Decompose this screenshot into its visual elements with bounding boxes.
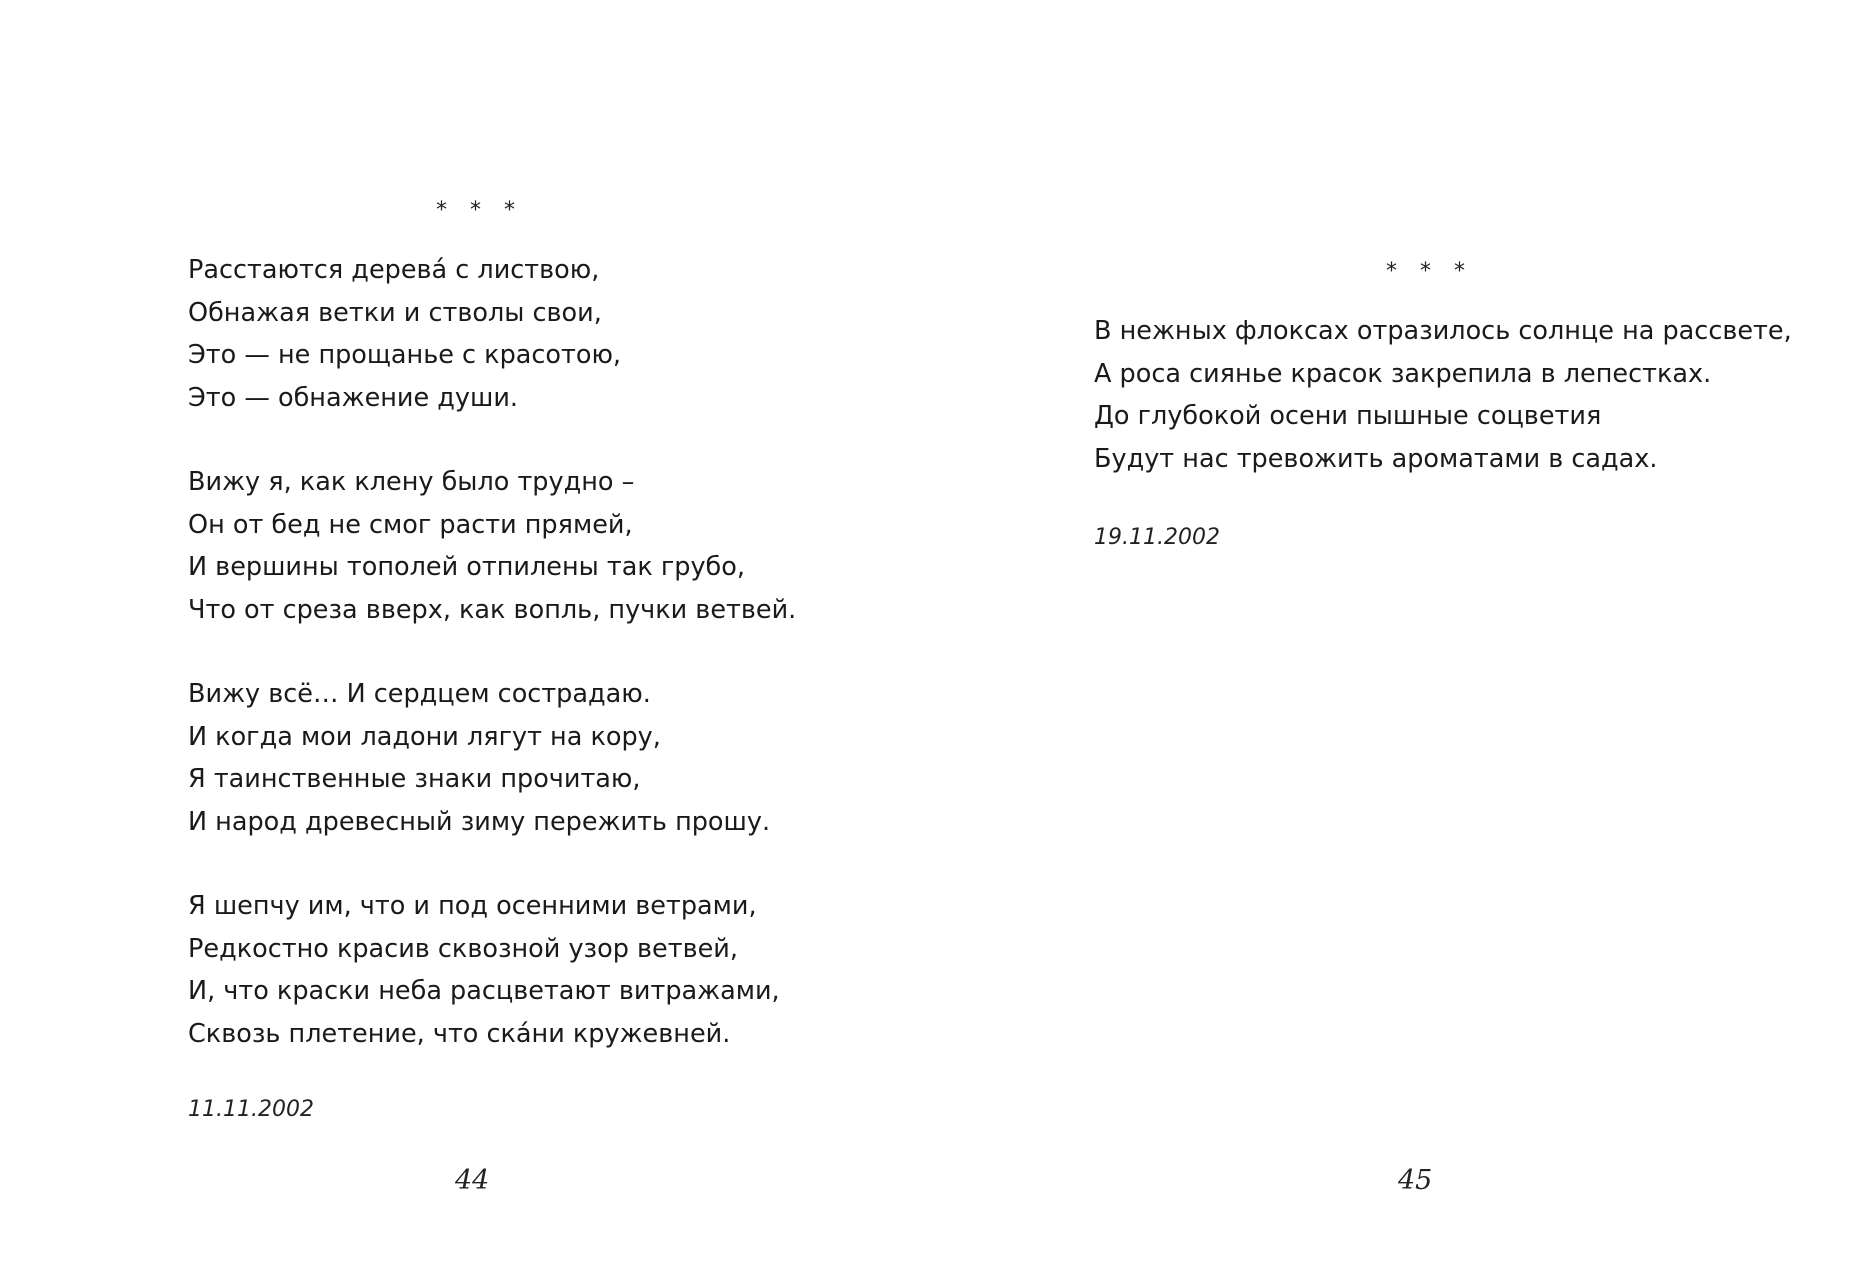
- poem-line: Это — не прощанье с красотою,: [188, 340, 622, 370]
- poem-line: И народ древесный зиму пережить прошу.: [188, 806, 771, 837]
- poem-line: Вижу всё… И сердцем сострадаю.: [188, 679, 651, 709]
- poem-line: И, что краски неба расцветают витражами,: [188, 976, 780, 1006]
- poem-line: До глубокой осени пышные соцветия: [1094, 401, 1602, 431]
- right-page: [925, 0, 1851, 1269]
- poem-text: [1094, 310, 1792, 480]
- poem-line: Что от среза вверх, как вопль, пучки ветвей.: [188, 594, 797, 625]
- poem-date: 11.11.2002: [188, 1097, 314, 1122]
- poem-line: Расстаются дерева́ с листвою,: [188, 255, 600, 285]
- poem-date: 19.11.2002: [1094, 525, 1220, 550]
- poem-line: Я таинственные знаки прочитаю,: [188, 764, 641, 794]
- stanza: [188, 673, 796, 843]
- stanza-separator: * * *: [1386, 259, 1473, 284]
- poem-line: И вершины тополей отпилены так грубо,: [188, 552, 745, 582]
- page-number: 45: [1398, 1165, 1433, 1196]
- poem-line: Это — обнажение души.: [188, 382, 519, 413]
- stanza-separator: * * *: [436, 198, 523, 223]
- poem-line: В нежных флоксах отразилось солнце на рассвете,: [1094, 316, 1792, 346]
- poem-line: Будут нас тревожить ароматами в садах.: [1094, 443, 1658, 474]
- left-page: [0, 0, 925, 1269]
- poem-line: Обнажая ветки и стволы свои,: [188, 297, 602, 328]
- poem-line: И когда мои ладони лягут на кору,: [188, 721, 661, 752]
- poem-text: [188, 249, 796, 1055]
- poem-line: Я шепчу им, что и под осенними ветрами,: [188, 891, 757, 921]
- poem-line: Редкостно красив сквозной узор ветвей,: [188, 933, 738, 964]
- page-number: 44: [455, 1165, 490, 1196]
- stanza: [188, 461, 796, 631]
- stanza: [188, 885, 796, 1055]
- poem-line: А роса сиянье красок закрепила в лепестках.: [1094, 358, 1712, 389]
- stanza: [188, 249, 796, 419]
- poem-line: Он от бед не смог расти прямей,: [188, 509, 633, 540]
- poem-line: Вижу я, как клену было трудно –: [188, 467, 635, 497]
- poem-line: Сквозь плетение, что ска́ни кружевней.: [188, 1018, 731, 1049]
- stanza: [1094, 310, 1792, 480]
